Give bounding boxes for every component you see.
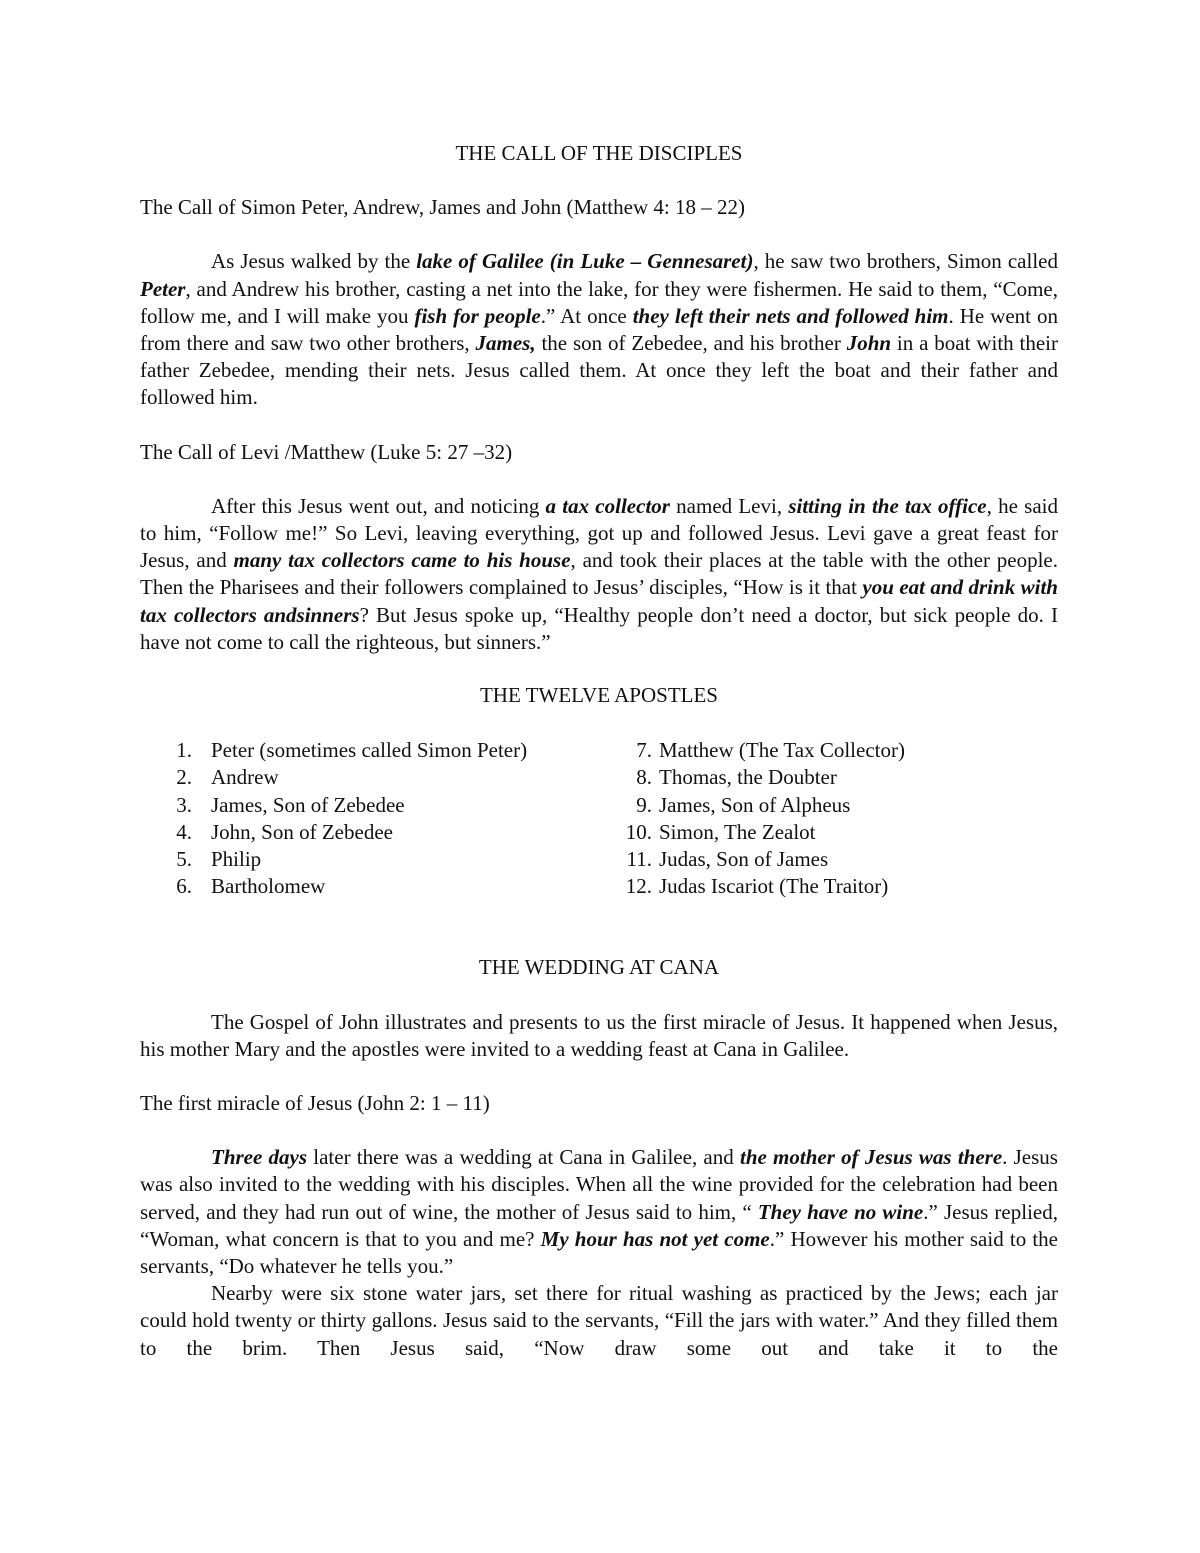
body-text: .” Jesus replied, “Woman, what concern is that to you and me? — [140, 1199, 1058, 1251]
apostle-list-item — [140, 873, 616, 900]
apostle-number: 11. — [626, 847, 652, 871]
body-text: the son of Zebedee, and his brother — [535, 331, 847, 356]
paragraph-call-of-simon-peter — [140, 248, 1058, 411]
apostle-list-item — [616, 792, 1046, 819]
subheading-first-miracle: The first miracle of Jesus (John 2: 1 – 11) — [140, 1090, 490, 1115]
apostle-number: 12. — [625, 874, 652, 899]
apostle-name: Peter (sometimes called Simon Peter) — [211, 738, 528, 763]
subheading-call-of-simon-peter: The Call of Simon Peter, Andrew, James and John (Matthew 4: 18 – 22) — [140, 195, 745, 220]
emphasis-text: Peter — [140, 276, 186, 301]
apostle-number: 8. — [636, 765, 652, 790]
paragraph-wedding-intro: The Gospel of John illustrates and presents to us the first miracle of Jesus. It happened when Jesus, his mother Mary and the apostles were invited to a wedding feast at Cana in Galilee. — [140, 1009, 1058, 1061]
apostle-list-item — [616, 819, 1046, 846]
body-text: , and took their places at the table with the other people. Then the Pharisees and their followers complained to Jesus’ disciples, “How is it that — [140, 548, 1059, 600]
apostle-number: 2. — [176, 765, 192, 790]
apostle-list-item — [140, 846, 616, 873]
document-page — [140, 140, 1058, 1362]
apostle-list-item — [616, 737, 1046, 764]
emphasis-text: Three days — [211, 1145, 308, 1170]
body-text: . He went on from there and saw two other brothers, — [140, 303, 1058, 356]
apostle-name: Judas Iscariot (The Traitor) — [659, 874, 889, 899]
body-text: in a boat with their father Zebedee, mending their nets. Jesus called them. At once they left the boat and their father and followed him. — [140, 331, 1058, 410]
body-text: After this Jesus went out, and noticing — [211, 493, 546, 518]
emphasis-text: lake of Galilee (in Luke – Gennesaret) — [416, 249, 754, 274]
apostle-name: Thomas, the Doubter — [659, 765, 837, 790]
subheading-call-of-levi: The Call of Levi /Matthew (Luke 5: 27 –32) — [140, 439, 513, 464]
apostle-name: Bartholomew — [211, 874, 326, 899]
apostle-name: Philip — [211, 847, 262, 871]
apostle-number: 10. — [625, 819, 652, 844]
body-text: named Levi, — [669, 493, 789, 518]
emphasis-text: the mother of Jesus was there — [739, 1145, 1003, 1170]
apostle-list-item — [140, 792, 616, 819]
body-text: ? But Jesus spoke up, “Healthy people don’t need a doctor, but sick people do. I have not come to call the righteous, but sinners.” — [140, 602, 1059, 654]
body-text: , and Andrew his brother, casting a net into the lake, for they were fishermen. He said to them, “Come, follow me, and I will make you — [140, 276, 1058, 328]
section-title-call-of-disciples: THE CALL OF THE DISCIPLES — [455, 141, 743, 165]
apostles-list-right — [616, 737, 1046, 900]
apostles-list-left — [140, 737, 616, 900]
apostle-number: 4. — [176, 819, 192, 844]
paragraph-water-jars: Nearby were six stone water jars, set there for ritual washing as practiced by the Jews; each jar could hold twenty or thirty gallons. Jesus said to the servants, “Fill the jars with water.” And they filled them to the brim. Then Jesus said, “Now draw some out and take it to the — [140, 1281, 1058, 1360]
body-text: , he said to him, “Follow me!” So Levi, leaving everything, got up and followed Jesus. Levi gave a great feast for Jesus, and — [140, 493, 1058, 573]
section-title-wedding-at-cana: THE WEDDING AT CANA — [478, 955, 720, 980]
apostle-list-item — [616, 764, 1046, 791]
apostle-list-item — [140, 819, 616, 846]
emphasis-text: a tax collector — [545, 493, 670, 518]
apostle-name: James, Son of Alpheus — [659, 792, 851, 817]
apostle-number: 3. — [176, 792, 192, 817]
section-title-twelve-apostles: THE TWELVE APOSTLES — [479, 683, 718, 708]
emphasis-text: many tax collectors came to his house — [233, 548, 571, 573]
apostle-number: 9. — [636, 792, 652, 817]
emphasis-text: They have no wine — [757, 1199, 924, 1224]
apostle-list-item — [616, 873, 1046, 900]
emphasis-text: James, — [475, 331, 536, 356]
apostle-name: John, Son of Zebedee — [211, 819, 393, 844]
emphasis-text: you eat and drink with tax collectors andsinners — [140, 575, 1058, 627]
apostle-name: James, Son of Zebedee — [211, 792, 405, 817]
body-text: later there was a wedding at Cana in Galilee, and — [307, 1145, 740, 1170]
body-text: . Jesus was also invited to the wedding with his disciples. When all the wine provided for the celebration had been served, and they had run out of wine, the mother of Jesus said to him, “ — [140, 1145, 1058, 1224]
apostle-list-item — [616, 846, 1046, 873]
apostle-number: 1. — [176, 738, 192, 763]
apostle-name: Matthew (The Tax Collector) — [659, 738, 905, 763]
body-text: , he saw two brothers, Simon called — [753, 249, 1058, 274]
apostle-number: 7. — [636, 738, 652, 763]
apostle-number: 5. — [176, 847, 192, 871]
apostle-name: Simon, The Zealot — [659, 819, 816, 844]
emphasis-text: sitting in the tax office — [788, 493, 987, 518]
apostle-number: 6. — [176, 874, 192, 899]
apostle-list-item — [140, 737, 616, 764]
emphasis-text: they left their nets and followed him — [632, 303, 949, 328]
paragraph-call-of-levi — [140, 493, 1058, 656]
body-text: .” At once — [540, 303, 633, 328]
emphasis-text: fish for people — [414, 303, 541, 328]
apostle-list-item — [140, 764, 616, 791]
paragraph-first-miracle — [140, 1144, 1058, 1280]
emphasis-text: John — [846, 331, 892, 356]
emphasis-text: My hour has not yet come — [540, 1226, 770, 1251]
apostles-list — [140, 737, 1058, 900]
apostle-name: Andrew — [211, 765, 279, 790]
body-text: .” However his mother said to the servants, “Do whatever he tells you.” — [140, 1226, 1059, 1278]
apostle-name: Judas, Son of James — [659, 847, 829, 871]
body-text: As Jesus walked by the — [211, 249, 417, 274]
